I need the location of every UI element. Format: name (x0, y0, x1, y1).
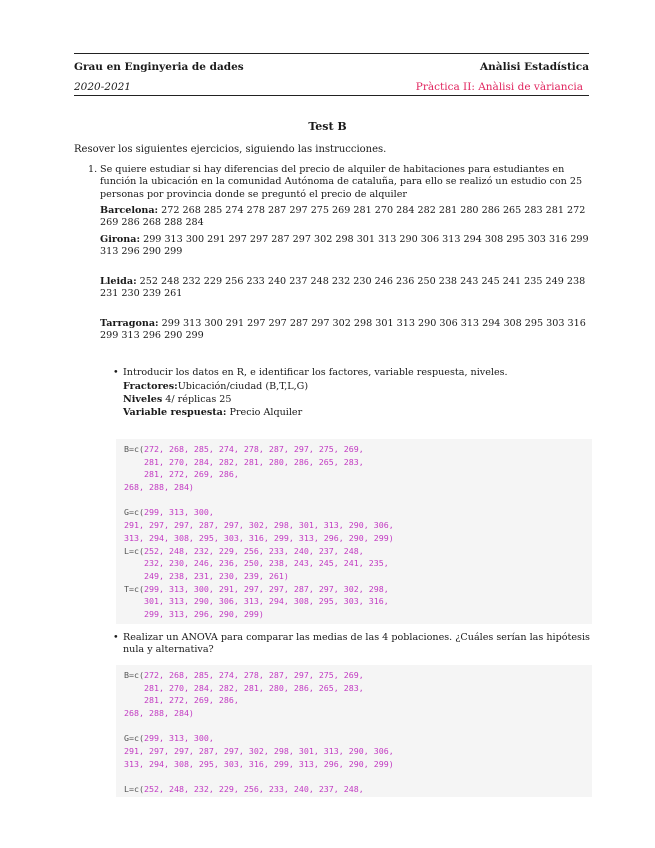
code-block-data-entry (116, 439, 592, 624)
code-values: 281, 272, 269, 286, (124, 469, 239, 480)
levels-value: 4/ réplicas 25 (162, 394, 232, 405)
code-values: 281, 270, 284, 282, 281, 280, 286, 265, 283, (124, 456, 364, 467)
factors-line (123, 381, 308, 393)
code-values: 291, 297, 297, 287, 297, 302, 298, 301, 313, 290, 306, (124, 520, 394, 531)
code-line (124, 583, 592, 596)
response-label: Variable respuesta: (123, 407, 227, 418)
code-values: 313, 294, 308, 295, 303, 316, 299, 313, 296, 290, 299) (124, 532, 394, 543)
code-values: 291, 297, 297, 287, 297, 302, 298, 301, 313, 290, 306, (124, 746, 394, 757)
bullet-text: Realizar un ANOVA para comparar las medias de las 4 poblaciones. ¿Cuáles serían las hipótesis nula y alternativa? (123, 632, 590, 656)
code-line (124, 545, 592, 558)
exercise-item (88, 164, 590, 201)
province-label: Girona: (100, 234, 141, 245)
code-line (124, 456, 592, 469)
bullet-item-data-entry (113, 367, 590, 379)
code-prefix: G=c( (124, 733, 144, 744)
code-block-anova (116, 665, 592, 797)
practice-title: Pràctica II: Anàlisi de vàriancia (415, 81, 583, 93)
course-title: Grau en Enginyeria de dades (74, 61, 244, 73)
code-prefix: B=c( (124, 444, 144, 454)
code-line (124, 771, 592, 784)
code-values: 299, 313, 300, (143, 507, 214, 518)
levels-line (123, 394, 232, 406)
code-line (124, 783, 592, 796)
header-top-rule (74, 53, 589, 54)
province-girona (100, 234, 590, 259)
page-title: Test B (308, 120, 347, 133)
code-line (124, 720, 592, 733)
code-values: 299, 313, 300, (143, 733, 214, 744)
academic-year: 2020-2021 (74, 81, 131, 93)
code-values: 268, 288, 284) (124, 482, 194, 493)
code-values: 252, 248, 232, 229, 256, 233, 240, 237, 248, (143, 545, 364, 556)
code-line (124, 732, 592, 745)
code-values: 299, 313, 296, 290, 299) (124, 608, 264, 619)
province-lleida (100, 276, 590, 301)
response-line (123, 407, 302, 419)
province-barcelona (100, 205, 590, 230)
factors-label: Fractores: (123, 381, 178, 392)
code-line (124, 506, 592, 519)
code-values: 299, 313, 300, 291, 297, 297, 287, 297, 302, 298, (143, 583, 389, 594)
factors-value: Ubicación/ciudad (B,T,L,G) (177, 381, 309, 392)
code-line (124, 557, 592, 570)
province-values: 272 268 285 274 278 287 297 275 269 281 270 284 282 281 280 286 265 283 281 272 269 286 268 288 284 (100, 205, 586, 229)
code-prefix: B=c( (124, 670, 144, 680)
code-values: 281, 272, 269, 286, (124, 695, 239, 706)
code-line (124, 481, 592, 494)
code-line (124, 532, 592, 545)
code-line (124, 494, 592, 507)
code-prefix: L=c( (124, 784, 144, 795)
code-values: 268, 288, 284) (124, 708, 194, 719)
code-prefix: G=c( (124, 507, 144, 518)
code-line (124, 682, 592, 695)
bullet-text: Introducir los datos en R, e identificar los factores, variable respuesta, niveles. (123, 367, 508, 378)
code-prefix: L=c( (124, 545, 144, 556)
bullet-item-anova (113, 632, 590, 657)
code-line (124, 669, 592, 682)
province-values: 299 313 300 291 297 297 287 297 302 298 301 313 290 306 313 294 308 295 303 316 299 313 296 290 299 (100, 318, 586, 342)
response-value: Precio Alquiler (226, 407, 303, 418)
code-line (124, 595, 592, 608)
bullet-icon: • (113, 367, 119, 378)
code-line (124, 745, 592, 758)
code-line (124, 443, 592, 456)
code-line (124, 570, 592, 583)
province-values: 299 313 300 291 297 297 287 297 302 298 301 313 290 306 313 294 308 295 303 316 299 313 296 290 299 (100, 234, 589, 258)
code-values: 232, 230, 246, 236, 250, 238, 243, 245, 241, 235, (124, 558, 389, 569)
code-values: 249, 238, 231, 230, 239, 261) (124, 570, 289, 581)
code-values: 252, 248, 232, 229, 256, 233, 240, 237, 248, (143, 784, 364, 795)
code-line (124, 758, 592, 771)
province-values: 252 248 232 229 256 233 240 237 248 232 230 246 236 250 238 243 245 241 235 249 238 231 230 239 261 (100, 276, 586, 300)
code-values: 301, 313, 290, 306, 313, 294, 308, 295, 303, 316, (124, 596, 389, 607)
exercise-number: 1. (88, 164, 98, 175)
province-label: Barcelona: (100, 205, 159, 216)
code-values: 313, 294, 308, 295, 303, 316, 299, 313, 296, 290, 299) (124, 758, 394, 769)
code-line (124, 707, 592, 720)
exercise-text: Se quiere estudiar si hay diferencias del precio de alquiler de habitaciones para estudiantes en función la ubicación en la comunidad Autónoma de cataluña, para ello se realizó un estudio con 25 personas por provincia donde se preguntó el precio de alquiler (100, 164, 583, 200)
subject-title: Anàlisi Estadística (480, 61, 589, 73)
province-label: Tarragona: (100, 318, 159, 329)
code-line (124, 694, 592, 707)
code-line (124, 608, 592, 621)
code-values: 272, 268, 285, 274, 278, 287, 297, 275, 269, (143, 444, 364, 454)
code-prefix: T=c( (124, 583, 144, 594)
intro-text: Resover los siguientes ejercicios, siguiendo las instrucciones. (74, 144, 387, 155)
header-bottom-rule (74, 95, 589, 96)
code-values: 272, 268, 285, 274, 278, 287, 297, 275, 269, (143, 670, 364, 680)
code-values: 281, 270, 284, 282, 281, 280, 286, 265, 283, (124, 682, 364, 693)
code-line (124, 468, 592, 481)
province-tarragona (100, 318, 590, 343)
province-label: Lleida: (100, 276, 137, 287)
levels-label: Niveles (123, 394, 163, 405)
bullet-icon: • (113, 632, 119, 643)
code-line (124, 519, 592, 532)
